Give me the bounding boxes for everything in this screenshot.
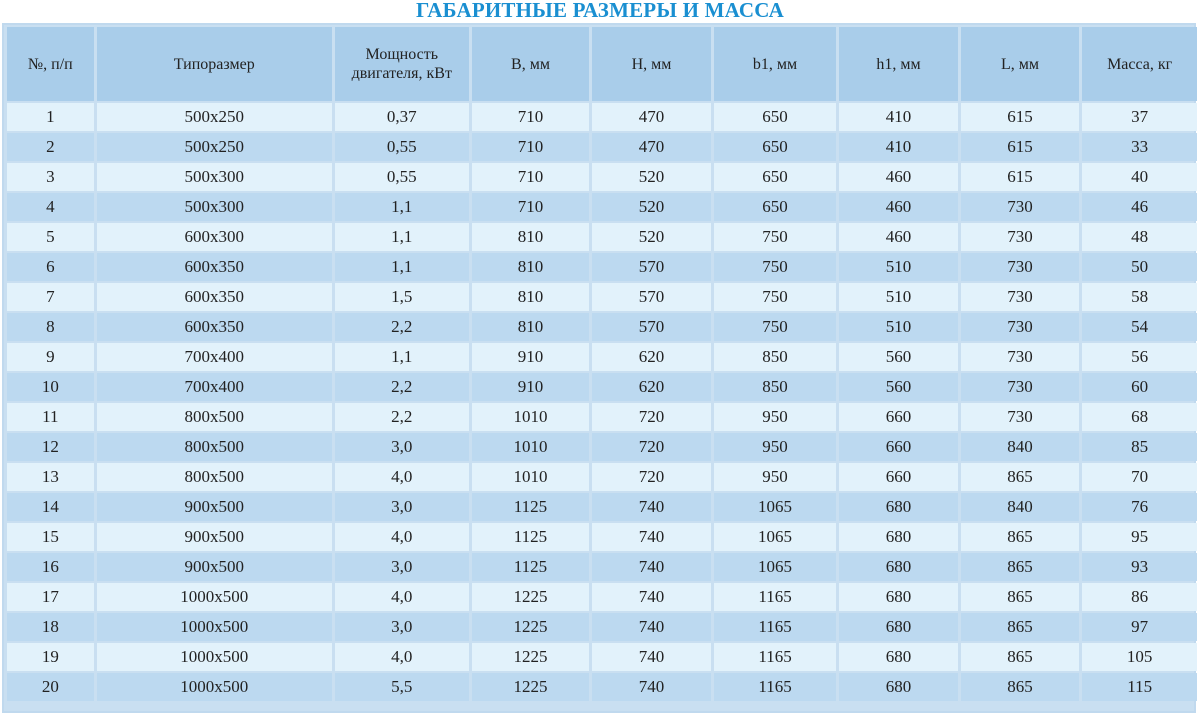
- table-row: [7, 613, 1197, 641]
- cell-motor-power: 3,0: [335, 493, 469, 521]
- cell-mass: 93: [1082, 553, 1197, 581]
- cell-size: 1000x500: [97, 673, 332, 701]
- cell-number: 3: [7, 163, 94, 191]
- cell-motor-power: 2,2: [335, 313, 469, 341]
- cell-b: 910: [472, 343, 590, 371]
- cell-l: 615: [961, 103, 1080, 131]
- table-body: [7, 103, 1197, 701]
- cell-motor-power: 2,2: [335, 373, 469, 401]
- cell-h: 740: [592, 673, 711, 701]
- cell-h: 470: [592, 133, 711, 161]
- cell-number: 20: [7, 673, 94, 701]
- cell-l: 730: [961, 373, 1080, 401]
- table-row: [7, 103, 1197, 131]
- cell-b1: 1165: [714, 613, 837, 641]
- cell-motor-power: 3,0: [335, 553, 469, 581]
- cell-b1: 1065: [714, 553, 837, 581]
- cell-motor-power: 3,0: [335, 433, 469, 461]
- cell-h: 520: [592, 223, 711, 251]
- cell-size: 900x500: [97, 523, 332, 551]
- cell-b1: 750: [714, 223, 837, 251]
- cell-h1: 510: [839, 313, 958, 341]
- cell-number: 19: [7, 643, 94, 671]
- cell-h: 720: [592, 463, 711, 491]
- cell-size: 1000x500: [97, 583, 332, 611]
- cell-b: 810: [472, 223, 590, 251]
- cell-l: 730: [961, 313, 1080, 341]
- table-row: [7, 553, 1197, 581]
- cell-number: 12: [7, 433, 94, 461]
- cell-l: 865: [961, 553, 1080, 581]
- cell-b1: 1165: [714, 643, 837, 671]
- cell-h1: 460: [839, 223, 958, 251]
- cell-mass: 60: [1082, 373, 1197, 401]
- column-header-mass: Масса, кг: [1082, 27, 1197, 101]
- cell-h: 740: [592, 523, 711, 551]
- cell-h: 470: [592, 103, 711, 131]
- cell-size: 500x300: [97, 163, 332, 191]
- cell-number: 9: [7, 343, 94, 371]
- header-row: [7, 27, 1197, 101]
- table-row: [7, 493, 1197, 521]
- table-row: [7, 283, 1197, 311]
- table-row: [7, 403, 1197, 431]
- cell-l: 730: [961, 223, 1080, 251]
- table-row: [7, 313, 1197, 341]
- cell-l: 865: [961, 673, 1080, 701]
- cell-h1: 680: [839, 493, 958, 521]
- table-row: [7, 253, 1197, 281]
- cell-h: 570: [592, 283, 711, 311]
- cell-motor-power: 4,0: [335, 523, 469, 551]
- cell-mass: 37: [1082, 103, 1197, 131]
- cell-b1: 750: [714, 313, 837, 341]
- cell-mass: 54: [1082, 313, 1197, 341]
- cell-h1: 680: [839, 523, 958, 551]
- cell-motor-power: 3,0: [335, 613, 469, 641]
- cell-h: 740: [592, 643, 711, 671]
- cell-b: 1125: [472, 493, 590, 521]
- cell-size: 800x500: [97, 463, 332, 491]
- cell-h1: 510: [839, 283, 958, 311]
- cell-h1: 680: [839, 673, 958, 701]
- column-header-motor-power: [335, 27, 469, 101]
- cell-number: 11: [7, 403, 94, 431]
- cell-h1: 680: [839, 553, 958, 581]
- cell-h1: 660: [839, 433, 958, 461]
- column-header-size: Типоразмер: [97, 27, 332, 101]
- cell-b: 1125: [472, 553, 590, 581]
- cell-number: 14: [7, 493, 94, 521]
- cell-b1: 1165: [714, 673, 837, 701]
- cell-mass: 76: [1082, 493, 1197, 521]
- cell-b: 710: [472, 163, 590, 191]
- cell-mass: 97: [1082, 613, 1197, 641]
- cell-l: 615: [961, 133, 1080, 161]
- cell-mass: 48: [1082, 223, 1197, 251]
- cell-h: 720: [592, 433, 711, 461]
- table-row: [7, 193, 1197, 221]
- cell-size: 500x250: [97, 133, 332, 161]
- cell-h1: 460: [839, 193, 958, 221]
- cell-h: 740: [592, 493, 711, 521]
- cell-h: 620: [592, 373, 711, 401]
- cell-number: 1: [7, 103, 94, 131]
- cell-mass: 86: [1082, 583, 1197, 611]
- column-header-number: №, п/п: [7, 27, 94, 101]
- cell-h1: 680: [839, 613, 958, 641]
- cell-h1: 510: [839, 253, 958, 281]
- table-row: [7, 643, 1197, 671]
- cell-motor-power: 4,0: [335, 463, 469, 491]
- cell-l: 840: [961, 493, 1080, 521]
- cell-size: 800x500: [97, 403, 332, 431]
- cell-h1: 680: [839, 583, 958, 611]
- cell-size: 1000x500: [97, 643, 332, 671]
- table-row: [7, 673, 1197, 701]
- cell-b1: 650: [714, 103, 837, 131]
- table-row: [7, 373, 1197, 401]
- cell-mass: 68: [1082, 403, 1197, 431]
- cell-motor-power: 4,0: [335, 583, 469, 611]
- cell-l: 865: [961, 463, 1080, 491]
- cell-b1: 1165: [714, 583, 837, 611]
- cell-size: 600x300: [97, 223, 332, 251]
- cell-size: 900x500: [97, 553, 332, 581]
- cell-motor-power: 1,5: [335, 283, 469, 311]
- cell-h1: 410: [839, 103, 958, 131]
- cell-number: 7: [7, 283, 94, 311]
- cell-mass: 56: [1082, 343, 1197, 371]
- cell-b1: 950: [714, 433, 837, 461]
- cell-mass: 85: [1082, 433, 1197, 461]
- cell-b: 1010: [472, 463, 590, 491]
- table-row: [7, 523, 1197, 551]
- cell-h1: 680: [839, 643, 958, 671]
- cell-number: 17: [7, 583, 94, 611]
- cell-motor-power: 0,55: [335, 133, 469, 161]
- cell-l: 615: [961, 163, 1080, 191]
- cell-number: 18: [7, 613, 94, 641]
- cell-b1: 950: [714, 403, 837, 431]
- column-header-h: H, мм: [592, 27, 711, 101]
- cell-b1: 650: [714, 193, 837, 221]
- cell-l: 730: [961, 253, 1080, 281]
- cell-b: 1010: [472, 433, 590, 461]
- cell-mass: 95: [1082, 523, 1197, 551]
- cell-size: 600x350: [97, 283, 332, 311]
- cell-b1: 950: [714, 463, 837, 491]
- cell-l: 730: [961, 403, 1080, 431]
- cell-h: 520: [592, 193, 711, 221]
- cell-number: 4: [7, 193, 94, 221]
- cell-motor-power: 1,1: [335, 223, 469, 251]
- cell-motor-power: 0,55: [335, 163, 469, 191]
- cell-h: 740: [592, 613, 711, 641]
- cell-h: 720: [592, 403, 711, 431]
- cell-h1: 660: [839, 403, 958, 431]
- cell-motor-power: 1,1: [335, 343, 469, 371]
- cell-b1: 750: [714, 253, 837, 281]
- cell-b: 1010: [472, 403, 590, 431]
- cell-mass: 50: [1082, 253, 1197, 281]
- cell-l: 865: [961, 523, 1080, 551]
- cell-b1: 850: [714, 373, 837, 401]
- cell-h1: 410: [839, 133, 958, 161]
- cell-size: 600x350: [97, 313, 332, 341]
- cell-mass: 40: [1082, 163, 1197, 191]
- cell-h1: 560: [839, 343, 958, 371]
- column-header-b1: b1, мм: [714, 27, 837, 101]
- cell-l: 865: [961, 643, 1080, 671]
- cell-b: 810: [472, 313, 590, 341]
- cell-size: 900x500: [97, 493, 332, 521]
- cell-h1: 560: [839, 373, 958, 401]
- cell-b1: 1065: [714, 493, 837, 521]
- cell-number: 13: [7, 463, 94, 491]
- cell-b: 710: [472, 133, 590, 161]
- cell-number: 6: [7, 253, 94, 281]
- cell-mass: 70: [1082, 463, 1197, 491]
- cell-size: 600x350: [97, 253, 332, 281]
- cell-motor-power: 1,1: [335, 193, 469, 221]
- cell-mass: 58: [1082, 283, 1197, 311]
- cell-size: 800x500: [97, 433, 332, 461]
- cell-b: 1225: [472, 583, 590, 611]
- page-title: ГАБАРИТНЫЕ РАЗМЕРЫ И МАССА: [416, 0, 784, 22]
- cell-h1: 660: [839, 463, 958, 491]
- column-header-h1: h1, мм: [839, 27, 958, 101]
- cell-size: 700x400: [97, 373, 332, 401]
- cell-b1: 650: [714, 133, 837, 161]
- cell-h: 740: [592, 553, 711, 581]
- cell-motor-power: 0,37: [335, 103, 469, 131]
- cell-b: 710: [472, 193, 590, 221]
- cell-mass: 105: [1082, 643, 1197, 671]
- cell-number: 10: [7, 373, 94, 401]
- table-row: [7, 223, 1197, 251]
- cell-size: 500x250: [97, 103, 332, 131]
- cell-b: 1125: [472, 523, 590, 551]
- cell-h1: 460: [839, 163, 958, 191]
- cell-l: 730: [961, 343, 1080, 371]
- table-row: [7, 463, 1197, 491]
- cell-size: 500x300: [97, 193, 332, 221]
- cell-mass: 115: [1082, 673, 1197, 701]
- cell-motor-power: 1,1: [335, 253, 469, 281]
- cell-l: 865: [961, 613, 1080, 641]
- cell-b: 810: [472, 253, 590, 281]
- table-row: [7, 433, 1197, 461]
- cell-l: 865: [961, 583, 1080, 611]
- cell-b1: 850: [714, 343, 837, 371]
- table-row: [7, 163, 1197, 191]
- cell-mass: 46: [1082, 193, 1197, 221]
- cell-b: 810: [472, 283, 590, 311]
- cell-l: 730: [961, 283, 1080, 311]
- cell-h: 740: [592, 583, 711, 611]
- cell-motor-power: 5,5: [335, 673, 469, 701]
- cell-motor-power: 4,0: [335, 643, 469, 671]
- cell-motor-power: 2,2: [335, 403, 469, 431]
- cell-b: 710: [472, 103, 590, 131]
- column-header-b: B, мм: [472, 27, 590, 101]
- table-row: [7, 583, 1197, 611]
- cell-b1: 1065: [714, 523, 837, 551]
- cell-h: 570: [592, 313, 711, 341]
- cell-number: 5: [7, 223, 94, 251]
- cell-size: 700x400: [97, 343, 332, 371]
- cell-l: 730: [961, 193, 1080, 221]
- cell-b: 1225: [472, 613, 590, 641]
- column-header-l: L, мм: [961, 27, 1080, 101]
- cell-number: 8: [7, 313, 94, 341]
- cell-number: 16: [7, 553, 94, 581]
- cell-b: 910: [472, 373, 590, 401]
- cell-h: 570: [592, 253, 711, 281]
- cell-number: 2: [7, 133, 94, 161]
- cell-h: 620: [592, 343, 711, 371]
- cell-size: 1000x500: [97, 613, 332, 641]
- cell-b1: 650: [714, 163, 837, 191]
- cell-b1: 750: [714, 283, 837, 311]
- table-row: [7, 133, 1197, 161]
- cell-h: 520: [592, 163, 711, 191]
- cell-b: 1225: [472, 643, 590, 671]
- cell-number: 15: [7, 523, 94, 551]
- cell-l: 840: [961, 433, 1080, 461]
- dimensions-table: [4, 25, 1200, 703]
- cell-b: 1225: [472, 673, 590, 701]
- cell-mass: 33: [1082, 133, 1197, 161]
- table-row: [7, 343, 1197, 371]
- column-header-motor-power-text: Мощность двигателя, кВт: [351, 46, 452, 82]
